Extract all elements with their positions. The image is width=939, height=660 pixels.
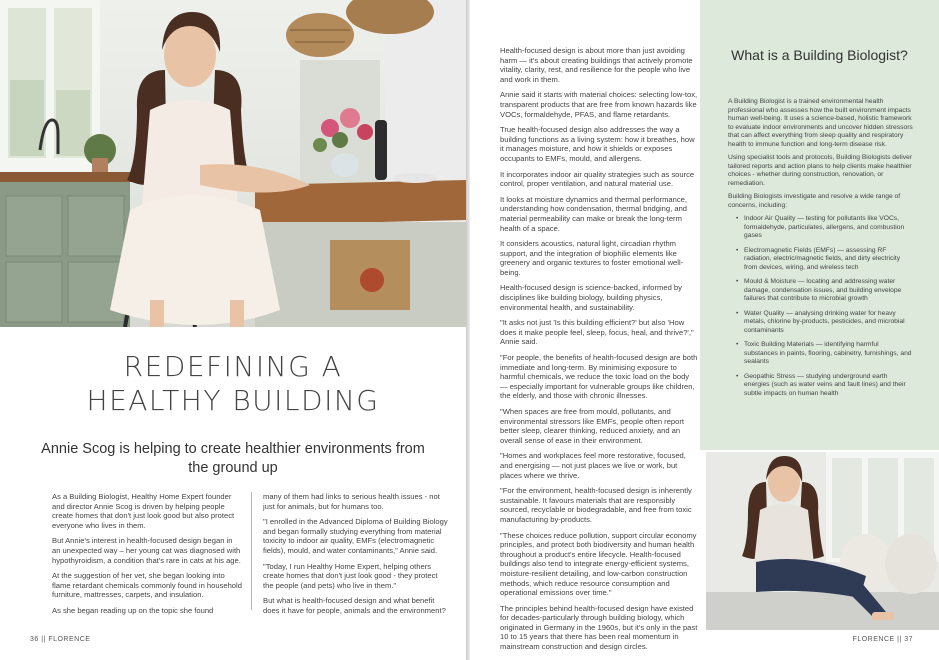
concerns-list — [736, 215, 914, 398]
paragraph: It incorporates indoor air quality strategies such as source control, proper ventilation, and natural material use. — [500, 169, 695, 189]
column-divider — [251, 492, 252, 610]
sidebar-body — [728, 98, 914, 404]
paragraph: True health-focused design also addresses the way a building functions as a living system: how it breathes, how it manages moisture, and how it shields or exposes occupants to EMFs, mould, and allergens. — [500, 125, 695, 163]
paragraph: "Homes and workplaces feel more restorative, focused, and energising — not just places we live or work, but places where we thrive. — [500, 451, 686, 480]
article-column-1 — [52, 492, 242, 622]
paragraph: "Today, I run Healthy Home Expert, helping others create homes that don't just look good - they protect the people (and pets) who live in them." — [263, 561, 438, 590]
article-column-2 — [263, 492, 448, 622]
sidebar-box — [700, 0, 939, 450]
sidebar-paragraph: A Building Biologist is a trained environmental health professional who assesses how the built environment impacts human well-being. It uses a science-based, holistic framework to evaluate indoor environments and uncover hidden stressors that can affect everything from sleep quality and respiratory health to immune function and long-term disease risk. — [728, 98, 913, 148]
folio-right: FLORENCE || 37 — [852, 636, 913, 643]
window-seat-portrait-photo — [706, 452, 939, 630]
paragraph: Health-focused design is about more than just avoiding harm — it's about creating buildings that actively promote vitality, clarity, rest, and resilience for the people who live and work in them. — [500, 46, 693, 84]
paragraph: many of them had links to serious health issues - not just for animals, but for humans too. — [263, 492, 440, 511]
paragraph: But Annie's interest in health-focused design began in an unexpected way – her young cat was diagnosed with hypothyroidism, a condition that's rare in cats at his age. — [52, 536, 241, 565]
list-item: • Indoor Air Quality — testing for pollutants like VOCs, formaldehyde, particulates, allergens, and combustion gases — [736, 215, 914, 241]
sidebar-paragraph: Using specialist tools and protocols, Building Biologists deliver tailored reports and action plans to help clients make healthier choices - whether during construction, renovation, or remediation. — [728, 154, 913, 187]
paragraph: Annie said it starts with material choices: selecting low-tox, transparent products that are free from known hazards like VOCs, formaldehyde, PFAS, and flame retardants. — [500, 90, 698, 119]
kitchen-portrait-photo — [0, 0, 466, 327]
paragraph: Health-focused design is science-backed, informed by disciplines like building biology, building physics, environmental health, and sustainability. — [500, 283, 682, 312]
right-page — [470, 0, 939, 660]
paragraph: As a Building Biologist, Healthy Home Expert founder and director Annie Scog is driven by helping people create homes that don't just look good but also protect everyone who lives in them. — [52, 492, 235, 530]
paragraph: It looks at moisture dynamics and thermal performance, understanding how condensation, thermal bridging, and material permeability can make or break the long-term health of a space. — [500, 194, 688, 233]
list-item: • Electromagnetic Fields (EMFs) — assessing RF radiation, electric/magnetic fields, and dirty electricity from devices, wiring, and wireless tech — [736, 247, 914, 273]
paragraph: It considers acoustics, natural light, circadian rhythm support, and the integration of biophilic elements like greenery and organic textures to foster emotional well-being. — [500, 239, 684, 277]
paragraph: At the suggestion of her vet, she began looking into flame retardant chemicals commonly found in household furniture, mattresses, carpets, and insulation. — [52, 571, 242, 600]
list-item: • Geopathic Stress — studying underground earth energies (such as water veins and fault lines) and their subtle impacts on human health — [736, 373, 914, 399]
sidebar-title: What is a Building Biologist? — [731, 47, 908, 63]
paragraph: But what is health-focused design and what benefit does it have for people, animals and the environment? — [263, 596, 446, 615]
paragraph: "For people, the benefits of health-focused design are both immediate and long-term. By minimising exposure to harmful chemicals, we reduce the toxic load on the body — especially important for vulnerable groups like children, the elderly, and those with chronic illnesses. — [500, 353, 698, 401]
paragraph: "These choices reduce pollution, support circular economy principles, and protect both biodiversity and human health throughout a product's entire lifecycle. Health-focused buildings also tend to integrate energy-efficient systems, moisture-resilient detailing, and low-carbon construction methods, which reduce resource consumption and operational emissions over time." — [500, 530, 697, 598]
paragraph: "It asks not just 'Is this building efficient?' but also 'How does it make people feel, sleep, focus, heal, and thrive?'," Annie said. — [500, 318, 694, 347]
list-item: • Toxic Building Materials — identifying harmful substances in paints, flooring, cabinetry, furnishings, and sealants — [736, 341, 914, 367]
folio-left: 36 || FLORENCE — [30, 636, 91, 643]
paragraph: The principles behind health-focused design have existed for decades-particularly through building biology, which originated in Germany in the 1960s, but it's only in the past 10 to 15 years that there has been real momentum in mainstream construction and design circles. — [500, 603, 698, 652]
headline-line-2: HEALTHY BUILDING — [86, 384, 380, 417]
left-page — [0, 0, 466, 660]
article-column-3 — [500, 46, 698, 658]
paragraph: "For the environment, health-focused design is inherently sustainable. It favours materials that are responsibly sourced, recyclable or biodegradable, and free from toxic manufacturing by-products. — [500, 486, 692, 524]
list-item: • Water Quality — analysing drinking water for heavy metals, chlorine by-products, pesticides, and microbial contaminants — [736, 310, 914, 336]
paragraph: "I enrolled in the Advanced Diploma of Building Biology and began formally studying everything from material toxicity to indoor air quality, EMFs (electromagnetic fields), mould, and water contaminants," Annie said. — [263, 517, 448, 555]
headline — [30, 350, 436, 418]
list-item: • Mould & Moisture — locating and addressing water damage, condensation issues, and building envelope failures that contribute to microbial growth — [736, 278, 914, 304]
paragraph: As she began reading up on the topic she found — [52, 605, 214, 615]
paragraph: "When spaces are free from mould, pollutants, and environmental stressors like EMFs, people often report better sleep, clearer thinking, reduced anxiety, and an overall sense of ease in their environment. — [500, 407, 685, 445]
headline-line-1: REDEFINING A — [123, 350, 343, 383]
standfirst: Annie Scog is helping to create healthier environments from the ground up — [41, 441, 425, 476]
sidebar-paragraph: Building Biologists investigate and resolve a wide range of concerns, including: — [728, 193, 901, 209]
